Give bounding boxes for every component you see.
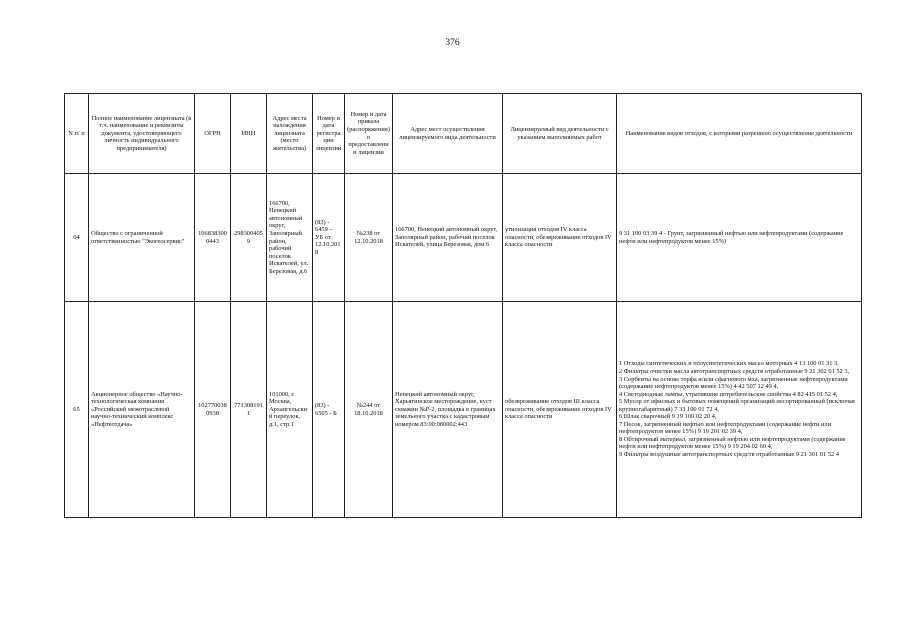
cell-name: Акционерное общество «Научно-технологическая компания «Российский межотраслевой научно-технический комплекс «Нефтеотдача» [89, 302, 195, 518]
cell-ogrn: 1068383000443 [195, 174, 231, 302]
cell-order: №244 от 18.10.2018 [345, 302, 393, 518]
waste-item: 4 Светодиодные лампы, утратившие потребительские свойства 4 82 415 01 52 4, [619, 390, 838, 398]
waste-item: 1 Отходы синтетических и полусинтетических масел моторных 4 13 100 01 31 3, [619, 360, 839, 368]
cell-num: 64 [65, 174, 89, 302]
waste-item: 7 Песок, загрязненный нефтью или нефтепродуктами (содержание нефти или нефтепродуктов менее 15%) 9 19 201 02 39 4, [619, 420, 832, 436]
cell-inn: 2983004059 [231, 174, 267, 302]
cell-registration: (83) - 6459 – УБ от 12.10.2018 [313, 174, 345, 302]
cell-activity-address: Ненецкий автономный округ, Харьягинское месторождение, куст скважин №Р-2, площадка в границах земельного участка с кадастровым номером 83:00:080002:443 [393, 302, 503, 518]
waste-item: 2 Фильтры очистки масла автотранспортных средств отработанные 9 21 302 01 52 3, [619, 367, 850, 375]
cell-wastes [617, 174, 862, 302]
table-row [65, 174, 862, 302]
header-order: Номер и дата приказа (распоряжения) о предоставлении лицензии [345, 94, 393, 174]
waste-item: 5 Мусор от офисных и бытовых помещений организаций несортированный (исключая крупногабаритный) 7 33 100 01 72 4, [619, 398, 855, 413]
cell-wastes [617, 302, 862, 518]
license-table [64, 93, 862, 518]
table-row [65, 302, 862, 518]
cell-order: №238 от 12.10.2018 [345, 174, 393, 302]
cell-activity: утилизация отходов IV класса опасности, обезвреживание отходов IV класса опасности [503, 174, 617, 302]
header-address: Адрес места нахождения лицензиата (место жительства) [267, 94, 313, 174]
header-ogrn: ОГРН [195, 94, 231, 174]
cell-name: Общество с ограниченной ответственностью "Экогеосервис" [89, 174, 195, 302]
header-name: Полное наименование лицензиата (в т.ч. наименование и реквизиты документа, удостоверяющего личность индивидуального предпринимателя) [89, 94, 195, 174]
cell-address: 101000, г. Москва, Архангельский переулок, д.1, стр.1 [267, 302, 313, 518]
waste-item: 9 31 100 03 39 4 - Грунт, загрязненный нефтью или нефтепродуктами (содержание нефти или нефтепродуктов менее 15%) [619, 229, 844, 245]
cell-activity: обезвреживание отходов III класса опасности, обезвреживание отходов IV класса опасности [503, 302, 617, 518]
header-wastes: Наименование видов отходов, с которыми разрешено осуществление деятельности [617, 94, 862, 174]
cell-inn: 7713081911 [231, 302, 267, 518]
waste-item: 8 Обтирочный материал, загрязненный нефтью или нефтепродуктами (содержание нефти или нефтепродуктов менее 15%) 9 19 204 02 60 4, [619, 435, 846, 451]
header-registration: Номер и дата регистрации лицензии [313, 94, 345, 174]
waste-item: 6 Шлак сварочный 9 19 100 02 20 4, [619, 413, 717, 421]
waste-item: 9 Фильтры воздушные автотранспортных средств отработанные 9 21 301 01 52 4 [619, 451, 839, 458]
cell-num: 65 [65, 302, 89, 518]
header-row [65, 94, 862, 174]
cell-address: 166700, Ненецкий автономный округ, Заполярный район, рабочий поселок Искателей, ул. Березовая, д.6 [267, 174, 313, 302]
cell-registration: (83) - 6505 - Б [313, 302, 345, 518]
header-activity: Лицензируемый вид деятельности с указанием выполняемых работ [503, 94, 617, 174]
header-num: N п/ п [65, 94, 89, 174]
cell-ogrn: 1027700380938 [195, 302, 231, 518]
waste-item: 3 Сорбенты на основе торфа и/или сфагнового мха, загрязненные нефтепродуктами (содержание нефтепродуктов менее 15%) 4 42 507 12 49 4, [619, 375, 848, 391]
header-inn: ИНН [231, 94, 267, 174]
page-number: 376 [445, 38, 460, 48]
cell-activity-address: 166700, Ненецкий автономный округ, Заполярный район, рабочий поселок Искателей, улица Березовая, дом 6 [393, 174, 503, 302]
header-activity-address: Адрес мест осуществления лицензируемого вида деятельности [393, 94, 503, 174]
